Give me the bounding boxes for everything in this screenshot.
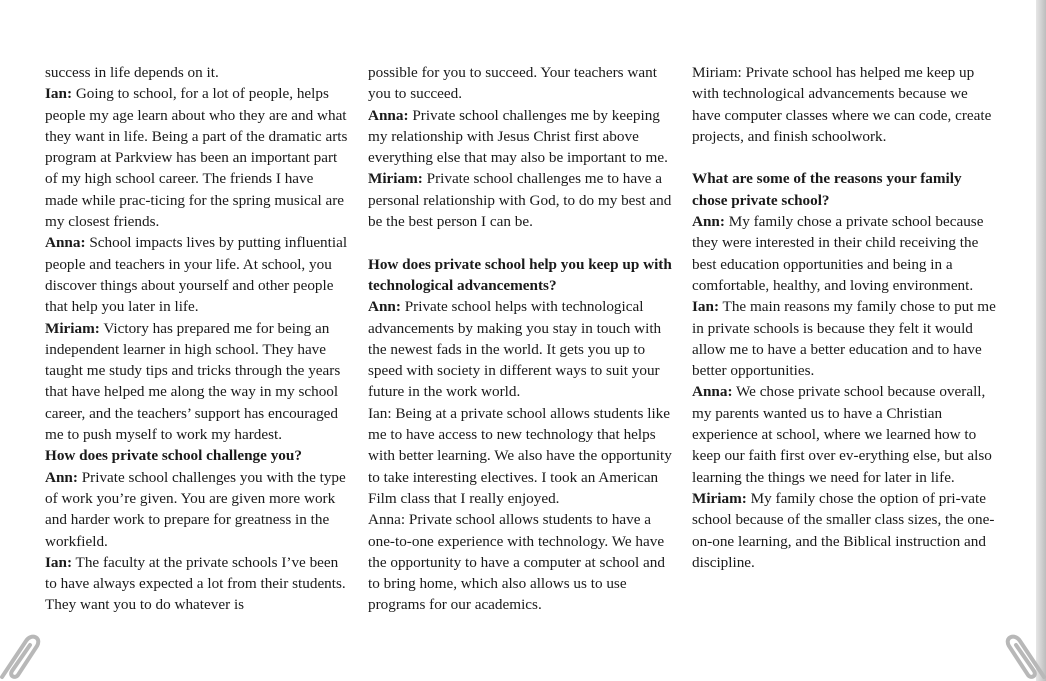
question-heading: How does private school challenge you? — [45, 447, 302, 465]
paperclip-icon — [0, 621, 48, 681]
text-column-3 — [692, 62, 996, 573]
speaker-label: Miriam: — [368, 170, 423, 188]
answer-text: Victory has prepared me for being an independent learner in high school. They have taught me study tips and tricks through the years that have helped me along the way in my school career, and the teachers’ support has encouraged me to push myself to work my hardest. — [45, 319, 341, 444]
answer-ian — [692, 296, 996, 381]
speaker-label: Ian: — [692, 298, 720, 316]
answer-anna — [368, 105, 672, 169]
answer-text: School impacts lives by putting influential people and teachers in your life. At school, you discover things about yourself and other people that help you later in life. — [45, 234, 348, 316]
answer-miriam — [692, 488, 996, 573]
answer-anna — [692, 381, 996, 487]
speaker-label: Anna: — [45, 234, 86, 252]
text-column-2 — [368, 62, 672, 616]
speaker-label: Anna: — [692, 383, 733, 401]
answer-miriam — [368, 168, 672, 232]
answer-text: Private school challenges you with the type of work you’re given. You are given more work and harder work to prepare for greatness in the workfield. — [45, 468, 346, 550]
paragraph-text: possible for you to succeed. Your teachers want you to succeed. — [368, 64, 657, 103]
paragraph-gap — [692, 147, 996, 168]
answer-ann — [45, 467, 349, 552]
speaker-label: Miriam: — [692, 489, 747, 507]
paragraph — [368, 62, 672, 105]
paragraph-gap — [368, 232, 672, 253]
answer-text: We chose private school because overall, my parents wanted us to have a Christian experience at school, where we learned how to keep our faith first over ev-erything else, but also learning the things we need for later in life. — [692, 383, 992, 486]
speaker-label: Ann: — [692, 213, 725, 231]
paperclip-icon — [998, 621, 1046, 681]
answer-anna: Anna: Private school allows students to have a one-to-one experience with technology. We have the opportunity to have a computer at school and to bring home, which also allows us to use programs for our academics. — [368, 511, 665, 614]
speaker-label: Anna: — [368, 106, 409, 124]
answer-ann — [368, 296, 672, 402]
speaker-label: Ann: — [45, 468, 78, 486]
answer-text: The main reasons my family chose to put me in private schools is because they felt it would allow me to have a better education and to have better opportunities. — [692, 298, 996, 380]
speaker-label: Ian: — [45, 553, 73, 571]
question-heading: What are some of the reasons your family chose private school? — [692, 170, 962, 209]
answer-text: My family chose a private school because they were interested in their child receiving the best education opportunities and being in a comfortable, healthy, and loving environment. — [692, 213, 984, 294]
speaker-label: Miriam: — [45, 319, 100, 337]
page-edge — [1036, 0, 1046, 681]
speaker-label: Ian: — [45, 85, 73, 103]
speaker-label: Ann: — [368, 298, 401, 316]
answer-anna — [45, 232, 349, 317]
answer-text: Private school challenges me by keeping my relationship with Jesus Christ first above everything else that may also be important to me. — [368, 106, 668, 167]
paragraph-text: success in life depends on it. — [45, 64, 219, 81]
text-column-1 — [45, 62, 349, 616]
answer-miriam — [45, 318, 349, 446]
answer-text: The faculty at the private schools I’ve been to have always expected a lot from their students. They want you to do whatever is — [45, 553, 346, 614]
question-heading: How does private school help you keep up with technological advancements? — [368, 255, 672, 294]
answer-ian: Ian: Being at a private school allows students like me to have access to new technology that helps with better learning. We also have the opportunity to take interesting electives. I took an American Film class that I really enjoyed. — [368, 404, 672, 507]
answer-ian — [45, 83, 349, 232]
answer-ian — [45, 552, 349, 616]
paragraph — [45, 62, 349, 83]
answer-text: Private school helps with technological advancements by making you stay in touch with the newest fads in the world. It gets you up to speed with society in different ways to suit your future in the work world. — [368, 298, 662, 401]
answer-text: Private school challenges me to have a personal relationship with God, to do my best and be the best person I can be. — [368, 170, 672, 231]
answer-ann — [692, 211, 996, 296]
answer-text: My family chose the option of pri-vate school because of the smaller class sizes, the one-on-one learning, and the Biblical instruction and discipline. — [692, 489, 995, 571]
answer-miriam: Miriam: Private school has helped me keep up with technological advancements because we have computer classes where we can code, create projects, and finish schoolwork. — [692, 64, 992, 145]
answer-text: Going to school, for a lot of people, helps people my age learn about who they are and what they want in life. Being a part of the dramatic arts program at Parkview has been an important part of my high school career. The friends I have made while prac-ticing for the spring musical are my closest friends. — [45, 85, 348, 231]
